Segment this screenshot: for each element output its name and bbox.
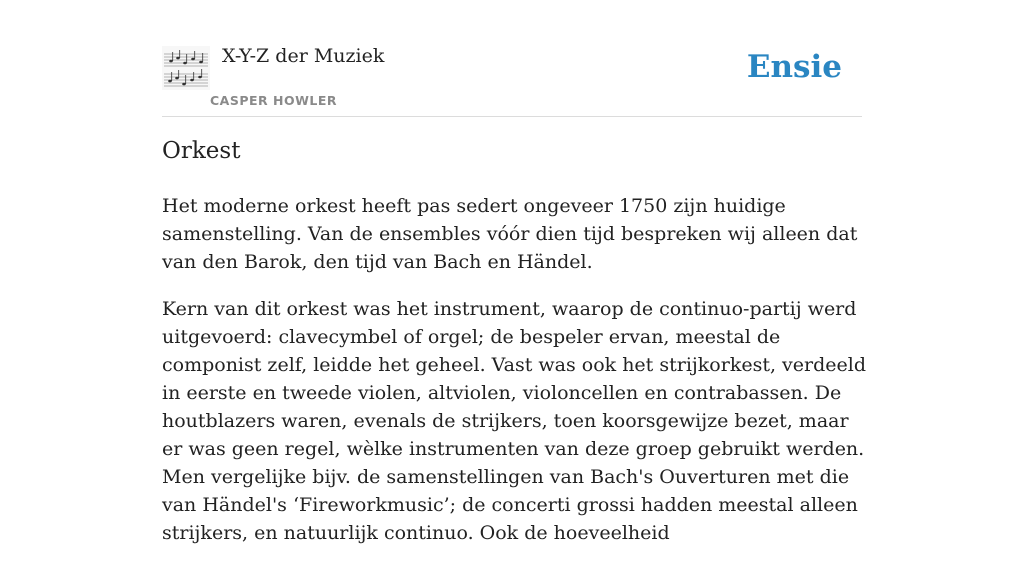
brand-logo[interactable]: Ensie: [746, 49, 842, 85]
paragraph: Kern van dit orkest was het instrument, waarop de continuo-partij werd uitgevoerd: clavecymbel of orgel; de bespeler ervan, meestal de componist zelf, leidde het geheel. Vast was ook het strijkorkest, verdeeld in eerste en tweede violen, altviolen, violoncellen en contrabassen. De houtblazers waren, evenals de strijkers, toen koorsgewijze bezet, maar er was geen regel, wèlke instrumenten van deze groep gebruikt werden. Men vergelijke bijv. de samenstellingen van Bach's Ouverturen met die van Händel's ‘Fireworkmusic’; de concerti grossi hadden meestal alleen strijkers, en natuurlijk continuo. Ook de hoeveelheid: [162, 298, 866, 544]
book-title[interactable]: X-Y-Z der Muziek: [222, 45, 385, 67]
article-body: [162, 192, 868, 566]
author-name[interactable]: CASPER HOWLER: [210, 93, 338, 108]
sheet-music-icon[interactable]: [162, 46, 210, 90]
paragraph: Het moderne orkest heeft pas sedert ongeveer 1750 zijn huidige samenstelling. Van de ensembles vóór dien tijd bespreken wij alleen dat van den Barok, den tijd van Bach en Händel.: [162, 195, 858, 273]
article-title: Orkest: [162, 138, 241, 164]
book-header: [162, 40, 862, 117]
